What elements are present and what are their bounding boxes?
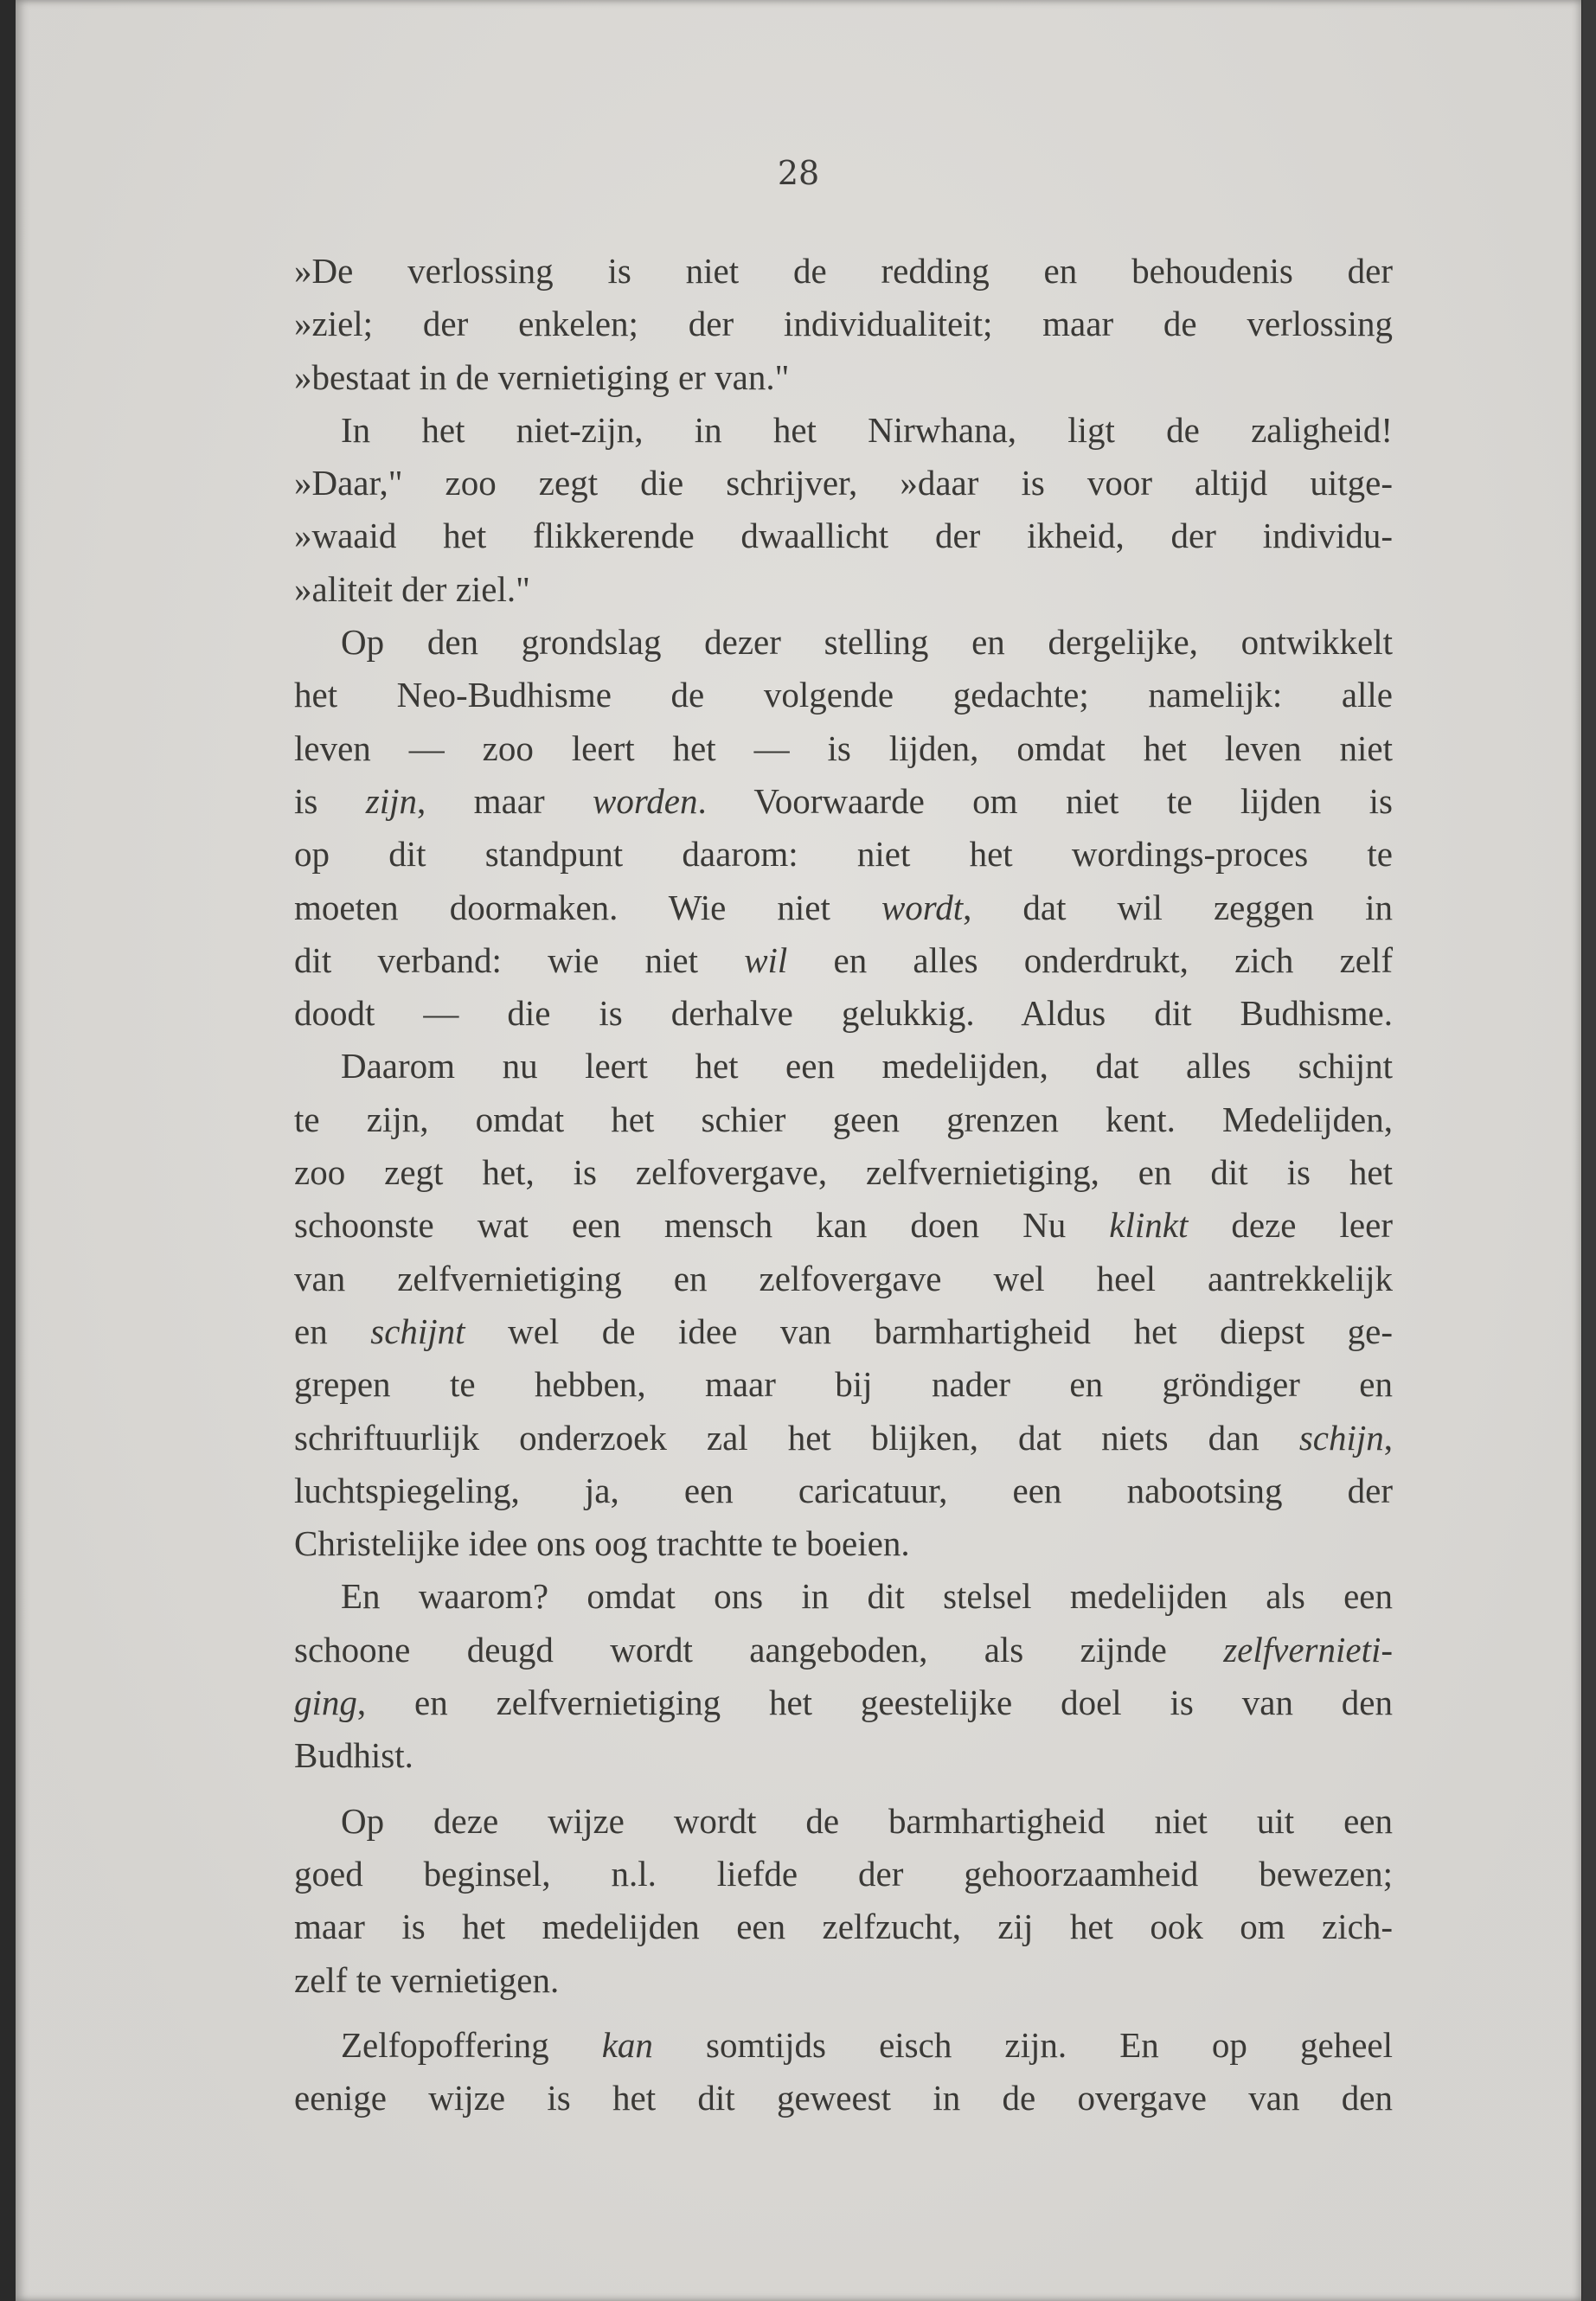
text-line [294,1848,1393,1900]
italic-text: ging [294,1682,357,1723]
text-run: van zelfvernietiging en zelfovergave wel heel aantrekkelijk [294,1258,1393,1298]
text-run: Christelijke idee ons oog trachtte te boeien. [294,1523,910,1564]
text-line [294,1465,1393,1517]
text-line [294,1199,1393,1252]
text-run: somtijds eisch zijn. En op geheel [652,2024,1393,2065]
text-run: »Daar," zoo zegt die schrijver, »daar is voor altijd uitge- [294,463,1393,503]
text-run: moeten doormaken. Wie niet [294,887,881,927]
text-line [294,934,1393,987]
text-line [294,1795,1393,1848]
text-line [294,351,1393,404]
text-line [294,457,1393,510]
text-line [294,245,1393,298]
text-line [294,1676,1393,1729]
text-run: schoonste wat een mensch kan doen Nu [294,1205,1110,1246]
text-line [294,2072,1393,2125]
text-run: »ziel; der enkelen; der individualiteit; maar de verlossing [294,304,1393,344]
page-number: 28 [777,154,820,192]
text-line [294,828,1393,881]
text-run: dit verband: wie niet [294,939,745,980]
text-run: en alles onderdrukt, zich zelf [787,939,1394,980]
paragraph-gap [294,2007,1393,2019]
italic-text: klinkt [1109,1205,1189,1246]
italic-text: wordt [881,887,964,927]
text-line [294,510,1393,562]
text-run: leven — zoo leert het — is lijden, omdat het leven niet [294,727,1393,768]
text-run: het Neo-Budhisme de volgende gedachte; namelijk: alle [294,675,1393,715]
text-run: Zelfopoffering [341,2024,602,2065]
text-line [294,616,1393,669]
text-run: Op deze wijze wordt de barmhartigheid niet uit een [341,1800,1393,1841]
text-run: grepen te hebben, maar bij nader en gröndiger en [294,1364,1393,1405]
scan-edge [1582,0,1596,2301]
italic-text: zijn [365,780,418,821]
italic-text: kan [601,2024,653,2065]
text-run: en [294,1311,371,1351]
italic-text: schijn [1298,1417,1384,1458]
paragraph-gap [294,1783,1393,1795]
text-run: , dat wil zeggen in [963,887,1393,927]
text-run: »bestaat in de vernietiging er van." [294,356,790,397]
text-line [294,775,1393,828]
text-run: te zijn, omdat het schier geen grenzen kent. Medelijden, [294,1099,1393,1139]
text-run: Budhist. [294,1735,413,1776]
text-line [294,1040,1393,1093]
text-run: »aliteit der ziel." [294,568,530,609]
text-run: zelf te vernietigen. [294,1959,560,2000]
text-run: . Voorwaarde om niet te lijden is [697,780,1393,821]
text-line [294,722,1393,775]
text-line [294,1729,1393,1782]
text-line [294,1305,1393,1358]
text-run: , [1383,1417,1393,1458]
italic-text: schijnt [370,1311,465,1351]
text-run: eenige wijze is het dit geweest in de overgave van den [294,2078,1393,2118]
text-run: Op den grondslag dezer stelling en dergelijke, ontwikkelt [341,622,1393,663]
text-line [294,669,1393,721]
text-line [294,1412,1393,1465]
text-line [294,1624,1393,1676]
text-line [294,1570,1393,1623]
italic-text: worden [593,780,698,821]
text-line [294,298,1393,350]
text-run: wel de idee van barmhartigheid het diepst ge- [465,1311,1393,1351]
text-line [294,2019,1393,2072]
text-line [294,404,1393,457]
italic-text: zelfvernieti- [1223,1629,1393,1670]
body-text [294,245,1393,2125]
text-line [294,987,1393,1040]
text-run: »De verlossing is niet de redding en behoudenis der [294,251,1393,291]
text-line [294,1358,1393,1411]
text-run: goed beginsel, n.l. liefde der gehoorzaamheid bewezen; [294,1853,1393,1894]
text-line [294,1900,1393,1953]
text-run: is [294,780,366,821]
text-run: schoone deugd wordt aangeboden, als zijnde [294,1629,1224,1670]
text-line [294,1954,1393,2007]
text-line [294,1253,1393,1305]
text-line [294,1146,1393,1199]
text-run: , en zelfvernietiging het geestelijke doel is van den [356,1682,1393,1723]
text-run: schriftuurlijk onderzoek zal het blijken, dat niets dan [294,1417,1299,1458]
text-run: »waaid het flikkerende dwaallicht der ikheid, der individu- [294,516,1393,556]
text-run: deze leer [1188,1205,1393,1246]
text-run: op dit standpunt daarom: niet het wordings-proces te [294,834,1393,875]
text-line [294,1517,1393,1570]
text-run: In het niet-zijn, in het Nirwhana, ligt de zaligheid! [341,409,1393,450]
text-line [294,881,1393,934]
text-run: maar is het medelijden een zelfzucht, zij het ook om zich- [294,1907,1393,1947]
text-run: doodt — die is derhalve gelukkig. Aldus dit Budhisme. [294,993,1393,1034]
text-run: Daarom nu leert het een medelijden, dat alles schijnt [341,1046,1393,1086]
text-line [294,563,1393,616]
text-run: , maar [417,780,593,821]
text-run: En waarom? omdat ons in dit stelsel medelijden als een [341,1576,1393,1617]
book-page [16,0,1581,2301]
text-run: luchtspiegeling, ja, een caricatuur, een nabootsing der [294,1470,1393,1510]
italic-text: wil [744,939,788,980]
text-line [294,1093,1393,1146]
text-run: zoo zegt het, is zelfovergave, zelfvernietiging, en dit is het [294,1152,1393,1193]
